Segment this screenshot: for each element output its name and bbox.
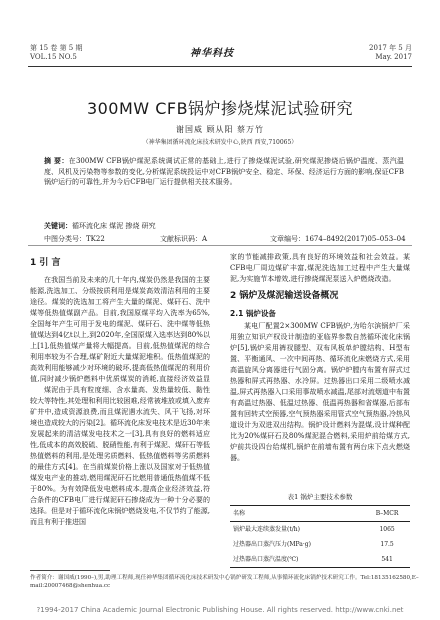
- paper-title: 300MW CFB锅炉掺烧煤泥试验研究: [86, 99, 354, 118]
- abstract-label: 摘 要：: [44, 157, 69, 165]
- paper-affiliation: （神华集团循环流化床技术研发中心,陕西 西安,710065）: [142, 139, 298, 146]
- table-cell: 过热器出口蒸汽温度(℃): [233, 556, 299, 563]
- article-number: 文章编号：1674–8492(2017)05–053–04: [270, 235, 406, 243]
- right-column: [230, 252, 410, 568]
- table-row: [230, 552, 410, 568]
- paragraph: 在我国当前及未来的几十年内,煤炭仍然是我国的主要能源,洗选加工、分级按质利用是煤炭高效清洁利用的主要途径。煤炭的洗选加工将产生大量的煤泥、煤矸石、洗中煤等低热值煤副产品。目前,我国原煤平均入洗率为65%,全国每年产生可用于发电的煤泥、煤矸石、洗中煤等低热值煤达到4亿t以上,到2020年,全国原煤入选率达到80%以上[1],低热值煤产量将大幅提高。目前,低热值煤泥的综合利用率较为不合理,煤矿附近大量煤泥堆积。低热值煤泥的高效利用能够减少对环境的破坏,提高低热值煤泥的利用价值,同时减少锅炉燃料中优质煤炭的消耗,直接经济效益显: [30, 276, 210, 383]
- subsection-heading: 2.1 锅炉设备: [230, 309, 276, 318]
- journal-date: [369, 44, 412, 62]
- table-row: [230, 537, 410, 552]
- table-cell: 锅炉最大连续蒸发量(t/h): [233, 526, 300, 533]
- table-cell: 17.5: [380, 541, 394, 548]
- table-header-row: [230, 506, 410, 522]
- left-column: [30, 252, 210, 561]
- journal-logo: 神华科技: [190, 48, 234, 59]
- footnote-rule: [30, 570, 110, 571]
- document-code: 文献标识码：A: [160, 235, 208, 243]
- date-cn: 2017 年 5 月: [369, 44, 412, 52]
- paragraph: 家的节能减排政策,具有良好的环境效益和社会效益。某CFB电厂周边煤矿丰富,煤泥洗选加工过程中产生大量煤泥,为实施节本增效,进行掺烧煤泥泵送入炉燃烧改造。: [230, 253, 410, 283]
- header-rule: [28, 66, 412, 67]
- keywords-label: 关键词：: [44, 222, 72, 230]
- table-row: [230, 522, 410, 538]
- date-en: May. 2017: [375, 53, 412, 61]
- keywords-text: 循环流化床 煤泥 掺烧 研究: [72, 222, 156, 230]
- parameter-table: [230, 505, 410, 568]
- paragraph: 煤泥由于具有粒度细、含水量高、发热量较低、黏性较大等特性,其处理和利用比较困难,经常被堆放或填入废弃矿井中,造成资源浪费,而且煤泥遇水流失、风干飞扬,对环境也造成较大的污染[2]。循环流化床发电技术是近30年来发展起来的清洁煤发电技术之一[3],具有良好的燃料适应性,低成本的高效脱硫、脱硝性能,有利于煤泥、煤矸石等低热值燃料的利用,是处理劣质燃料、低热值燃料等劣质燃料的最佳方式[4]。在当前煤炭价格上涨以及国家对于低热值煤发电产业的推动,燃用煤泥矸石比燃用普通低热值煤不低于80%。为有效降低发电燃料成本,提高企业经济效益,符合条件的CFB电厂进行煤泥矸石掺烧成为一种十分必要的选择。但是对于循环流化床锅炉燃烧发电,不仅节约了能源,而且有利于推进国: [30, 386, 210, 526]
- table-cell: 541: [381, 556, 393, 563]
- table-header: 名称: [233, 510, 246, 517]
- section-heading: 1 引 言: [30, 258, 61, 268]
- paragraph: 某电厂配置2×300MW CFB锅炉,为哈尔滨锅炉厂采用独立知识产权设计制造的亚临界参数自然循环流化床锅炉[5],锅炉采用裤衩腿型、双布风板单炉膛结构、H型布置、平衡通风、一次中间再热、循环流化床燃烧方式,采用高温旋风分离器进行气固分离。锅炉炉膛内布置有屏式过热器和屏式再热器、水冷屏。过热器出口采用二级喷水减温,屏式再热器入口采用事故喷水减温,尾部对流烟道中布置有高温过热器、低温过热器、低温再热器和省煤器,后部布置有回转式空预器,空气预热器采用管式空气预热器,冷热风道设计为双进双出结构。锅炉设计燃料为混煤,设计煤种配比为20%煤矸石及80%煤泥混合燃料,采用炉前给煤方式,炉前共设四台给煤机,锅炉在前墙布置有两台床下点火燃烧器。: [230, 322, 410, 462]
- abstract: [44, 156, 404, 188]
- table-cell: 1065: [379, 526, 395, 533]
- keywords: [44, 221, 404, 231]
- abstract-text: 在300MW CFB锅炉煤泥系统调试正常的基础上,进行了掺烧煤泥试验,研究煤泥掺烧后锅炉温度、蒸汽温度、风机及污染物等参数的变化,分析煤泥系统投运中对CFB锅炉安全、稳定、环保、经济运行方面的影响,保证CFB锅炉运行的可靠性,并为今后CFB电厂运行提供相关技术服务。: [44, 157, 404, 186]
- table-header: B–MCR: [375, 510, 399, 517]
- volume-en: VOL.15 NO.5: [30, 53, 77, 61]
- clc-number: 中图分类号：TK22: [44, 235, 105, 243]
- table-caption: 表1 锅炉主要技术参数: [287, 493, 353, 501]
- author-footnote: 作者简介：谢国威(1990–),男,助理工程师,现任神华集团循环流化床技术研发中心锅炉研发工程师,从事循环流化床锅炉技术研究工作。Tel:18135162580,E–mail:20007468@shenhua.cc: [30, 575, 419, 589]
- volume-cn: 第 15 卷 第 5 期: [30, 44, 83, 52]
- section-heading: 2 锅炉及煤泥输送设备概况: [230, 291, 339, 301]
- copyright-line: ?1994-2017 China Academic Journal Electronic Publishing House. All rights reserved. http://www.cnki.net: [36, 606, 404, 614]
- abstract-rule: [28, 245, 412, 246]
- journal-volume: [30, 44, 83, 62]
- paper-authors: 谢国威 顾从阳 蔡万竹: [175, 125, 265, 134]
- table-cell: 过热器出口蒸汽压力(MPa·g): [233, 541, 311, 548]
